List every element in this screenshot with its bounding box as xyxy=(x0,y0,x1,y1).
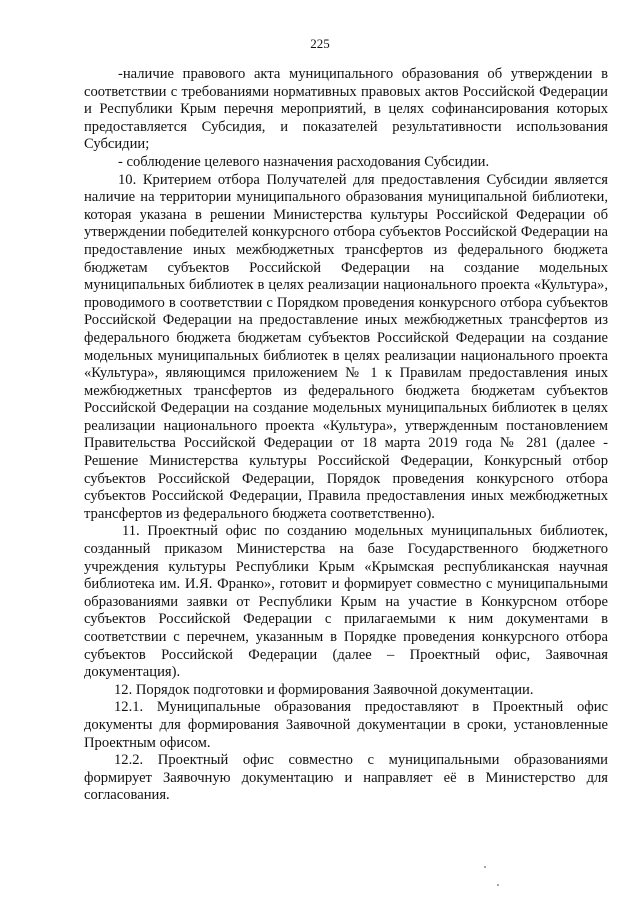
paragraph-legal-act: -наличие правового акта муниципального образования об утверждении в соответствии с требованиями нормативных правовых актов Российской Федерации и Республики Крым перечня мероприятий, в целях софинансирования которых предоставляется Субсидия, и показателей результативности использования Субсидии; xyxy=(84,66,608,153)
paragraph-10: 10. Критерием отбора Получателей для предоставления Субсидии является наличие на территории муниципального образования муниципальной библиотеки, которая указана в решении Министерства культуры Российской Федерации об утверждении победителей конкурсного отбора субъектов Российской Федерации на предоставление иных межбюджетных трансфертов из федерального бюджета бюджетам субъектов Российской Федерации на создание модельных муниципальных библиотек в целях реализации национального проекта «Культура», проводимого в соответствии с Порядком проведения конкурсного отбора субъектов Российской Федерации на предоставление иных межбюджетных трансфертов из федерального бюджета бюджетам субъектов Российской Федерации на создание модельных муниципальных библиотек в целях реализации национального проекта «Культура», являющимся приложением № 1 к Правилам предоставления иных межбюджетных трансфертов из федерального бюджета бюджетам субъектов Российской Федерации на создание модельных муниципальных библиотек в целях реализации национального проекта «Культура», утвержденным постановлением Правительства Российской Федерации от 18 марта 2019 года № 281 (далее - Решение Министерства культуры Российской Федерации, Конкурсный отбор субъектов Российской Федерации, Порядок проведения конкурсного отбора субъектов Российской Федерации, Правила предоставления иных межбюджетных трансфертов из федерального бюджета соответственно). xyxy=(84,171,608,522)
paragraph-12: 12. Порядок подготовки и формирования Заявочной документации. xyxy=(114,681,534,698)
paragraph-11: 11. Проектный офис по созданию модельных муниципальных библиотек, созданный приказом Министерства на базе Государственного бюджетного учреждения культуры Республики Крым «Крымская республиканская научная библиотека им. И.Я. Франко», готовит и формирует совместно с муниципальными образованиями заявки от Республики Крым на участие в Конкурсном отборе субъектов Российской Федерации с прилагаемыми к ним документами в соответствии с перечнем, указанным в Порядке проведения конкурсного отбора субъектов Российской Федерации (далее – Проектный офис, Заявочная документация). xyxy=(84,523,608,681)
document-body xyxy=(84,66,608,805)
scan-speck xyxy=(484,866,486,868)
page-number: 225 xyxy=(310,36,330,51)
scan-speck xyxy=(497,884,499,886)
paragraph-target-use: - соблюдение целевого назначения расходования Субсидии. xyxy=(118,153,490,170)
paragraph-12-2: 12.2. Проектный офис совместно с муниципальными образованиями формирует Заявочную документацию и направляет её в Министерство для согласования. xyxy=(84,752,608,804)
paragraph-12-1: 12.1. Муниципальные образования предоставляют в Проектный офис документы для формирования Заявочной документации в сроки, установленные Проектным офисом. xyxy=(84,699,608,751)
